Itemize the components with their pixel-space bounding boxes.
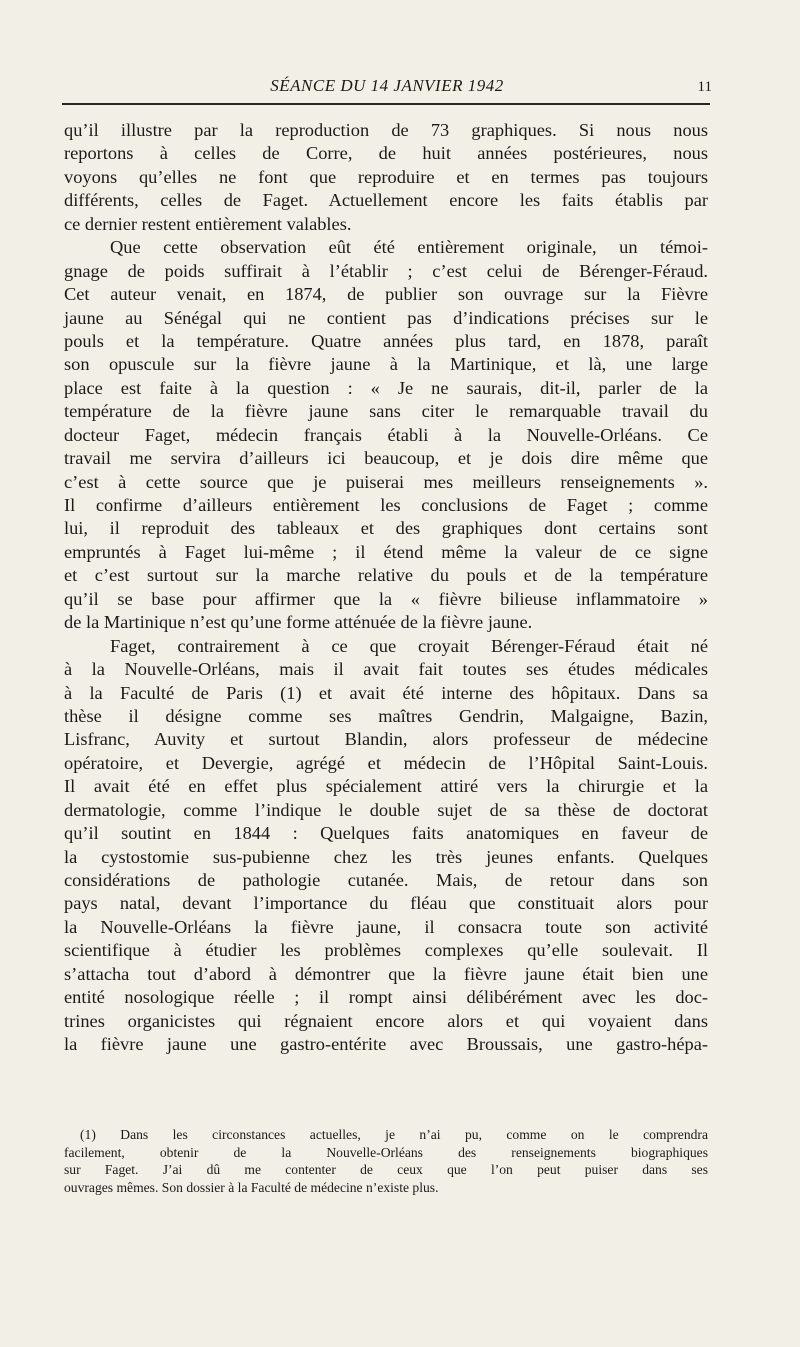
header-rule — [62, 103, 710, 105]
running-header — [62, 76, 712, 104]
text-line: gnage de poids suffirait à l’établir ; c’est celui de Bérenger-Féraud. — [64, 260, 708, 281]
text-line: Il confirme d’ailleurs entièrement les conclusions de Faget ; comme — [64, 495, 708, 515]
text-line: thèse il désigne comme ses maîtres Gendrin, Malgaigne, Bazin, — [64, 705, 708, 726]
text-line: Cet auteur venait, en 1874, de publier son ouvrage sur la Fièvre — [64, 284, 708, 305]
text-line: et c’est surtout sur la marche relative du pouls et de la température — [64, 565, 708, 586]
body-text — [64, 119, 708, 1057]
text-line: la fièvre jaune une gastro-entérite avec Broussais, une gastro-hépa- — [64, 1034, 708, 1055]
text-line: de la Martinique n’est qu’une forme atténuée de la fièvre jaune. — [64, 612, 533, 633]
text-line: travail me servira d’ailleurs ici beaucoup, et je dois dire même que — [64, 448, 708, 469]
text-line: docteur Faget, médecin français établi à la Nouvelle-Orléans. Ce — [64, 424, 708, 445]
text-line: Lisfranc, Auvity et surtout Blandin, alors professeur de médecine — [64, 729, 708, 750]
text-line: la cystostomie sus-pubienne chez les très jeunes enfants. Quelques — [64, 846, 708, 867]
text-line: trines organicistes qui régnaient encore alors et qui voyaient dans — [64, 1010, 708, 1031]
text-line: ce dernier restent entièrement valables. — [64, 213, 352, 234]
footnote — [64, 1126, 708, 1196]
text-line: Il avait été en effet plus spécialement attiré vers la chirurgie et la — [64, 776, 708, 797]
text-line: scientifique à étudier les problèmes complexes qu’elle soulevait. Il — [64, 940, 708, 961]
text-line: dermatologie, comme l’indique le double sujet de sa thèse de doctorat — [64, 799, 708, 820]
running-title: SÉANCE DU 14 JANVIER 1942 — [270, 76, 504, 95]
text-line: Faget, contrairement à ce que croyait Bérenger-Féraud était né — [110, 635, 708, 656]
text-line: température de la fièvre jaune sans citer le remarquable travail du — [64, 401, 708, 422]
page-number: 11 — [697, 79, 712, 95]
footnote-line: (1) Dans les circonstances actuelles, je n’ai pu, comme on le comprendra — [80, 1127, 708, 1142]
text-line: considérations de pathologie cutanée. Mais, de retour dans son — [64, 870, 708, 890]
text-line: qu’il illustre par la reproduction de 73 graphiques. Si nous nous — [64, 120, 708, 140]
text-line: qu’il soutint en 1844 : Quelques faits anatomiques en faveur de — [64, 823, 708, 844]
text-line: c’est à cette source que je puiserai mes meilleurs renseignements ». — [64, 471, 708, 492]
text-line: place est faite à la question : « Je ne saurais, dit-il, parler de la — [64, 377, 708, 398]
text-line: empruntés à Faget lui-même ; il étend même la valeur de ce signe — [64, 541, 708, 562]
text-line: différents, celles de Faget. Actuellement encore les faits établis par — [64, 190, 708, 211]
text-line: entité nosologique réelle ; il rompt ainsi délibérément avec les doc- — [64, 987, 708, 1008]
text-line: pays natal, devant l’importance du fléau que constituait alors pour — [64, 893, 708, 914]
text-line: à la Faculté de Paris (1) et avait été interne des hôpitaux. Dans sa — [64, 682, 708, 703]
text-line: jaune au Sénégal qui ne contient pas d’indications précises sur le — [64, 307, 708, 328]
text-line: qu’il se base pour affirmer que la « fièvre bilieuse inflammatoire » — [64, 588, 708, 609]
text-line: Que cette observation eût été entièrement originale, un témoi- — [110, 237, 708, 258]
text-line: lui, il reproduit des tableaux et des graphiques dont certains sont — [64, 518, 708, 539]
text-line: à la Nouvelle-Orléans, mais il avait fait toutes ses études médicales — [64, 659, 708, 680]
text-line: voyons qu’elles ne font que reproduire et en termes pas toujours — [64, 166, 708, 187]
footnote-line: facilement, obtenir de la Nouvelle-Orléans des renseignements biographiques — [64, 1144, 708, 1160]
text-line: s’attacha tout d’abord à démontrer que la fièvre jaune était bien une — [64, 963, 708, 984]
footnote-line: sur Faget. J’ai dû me contenter de ceux que l’on peut puiser dans ses — [64, 1162, 708, 1177]
text-line: la Nouvelle-Orléans la fièvre jaune, il consacra toute son activité — [64, 916, 708, 937]
text-line: pouls et la température. Quatre années plus tard, en 1878, paraît — [64, 330, 708, 351]
footnote-line: ouvrages mêmes. Son dossier à la Faculté de médecine n’existe plus. — [64, 1179, 439, 1195]
text-line: reportons à celles de Corre, de huit années postérieures, nous — [64, 143, 708, 164]
text-line: opératoire, et Devergie, agrégé et médecin de l’Hôpital Saint-Louis. — [64, 752, 708, 773]
text-line: son opuscule sur la fièvre jaune à la Martinique, et là, une large — [64, 354, 708, 375]
